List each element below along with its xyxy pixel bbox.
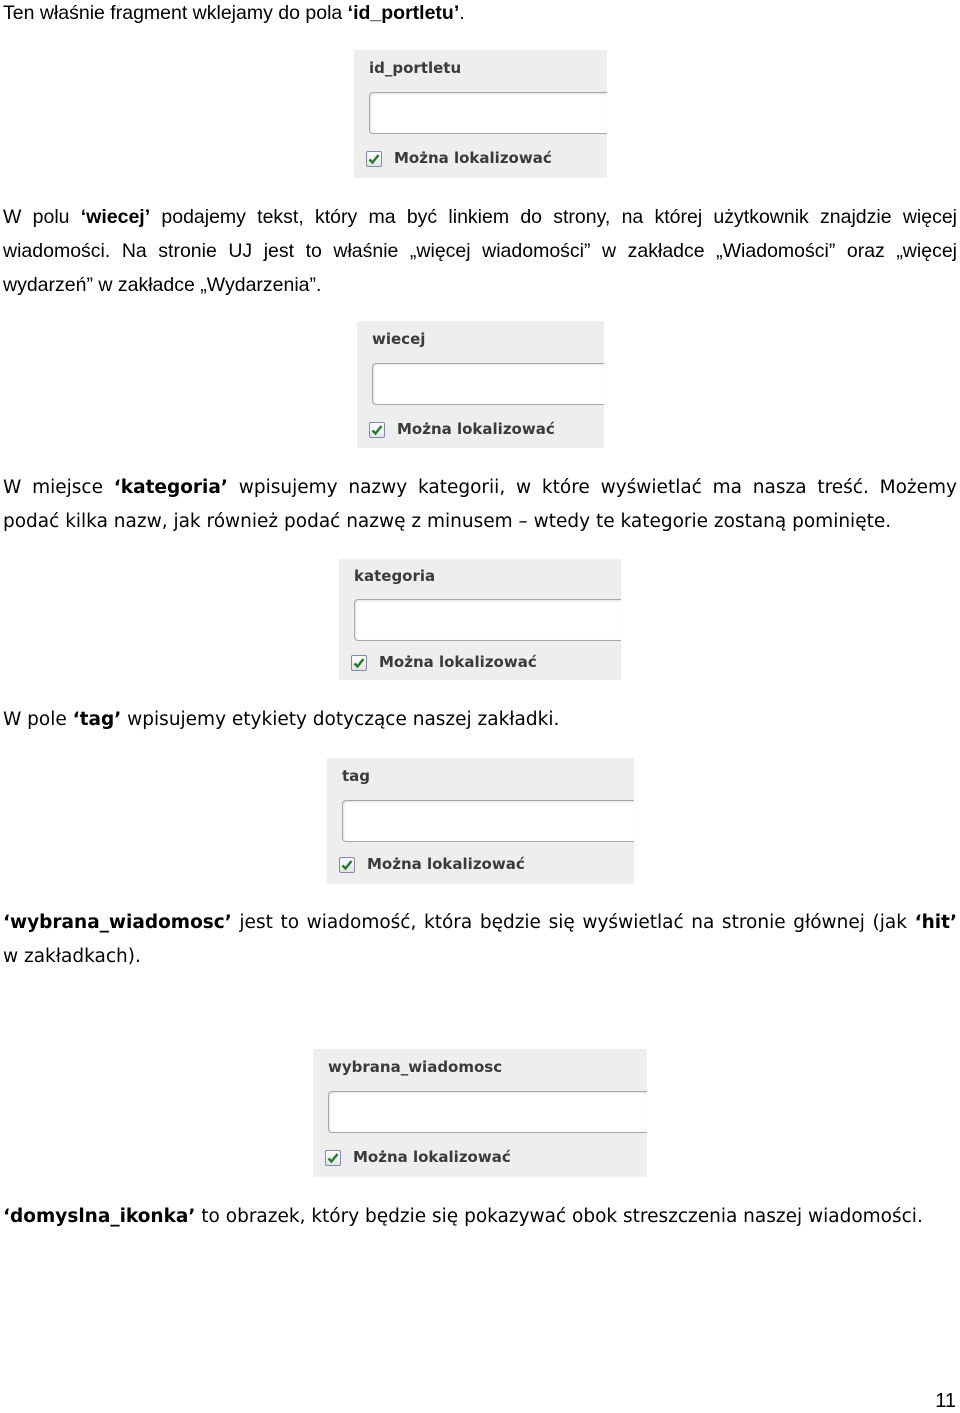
- checkbox-label: Można lokalizować: [397, 420, 555, 438]
- field-label-kategoria: kategoria: [354, 567, 436, 585]
- text: W miejsce: [3, 477, 114, 498]
- paragraph-wiecej: [3, 200, 957, 302]
- form-panel-kategoria: [339, 559, 621, 680]
- localizable-checkbox[interactable]: [351, 655, 367, 671]
- checkmark-icon: [353, 657, 365, 669]
- id-portletu-input[interactable]: [369, 92, 607, 134]
- checkmark-icon: [368, 153, 380, 165]
- checkmark-icon: [341, 859, 353, 871]
- checkmark-icon: [327, 1152, 339, 1164]
- kategoria-input[interactable]: [354, 599, 621, 641]
- term-hit: ‘hit’: [914, 912, 957, 933]
- text: W polu: [3, 206, 81, 228]
- term-tag: ‘tag’: [72, 709, 122, 730]
- checkbox-label: Można lokalizować: [379, 653, 537, 671]
- text: wpisujemy etykiety dotyczące naszej zakładki.: [121, 709, 560, 730]
- tag-input[interactable]: [342, 800, 634, 842]
- localizable-checkbox[interactable]: [325, 1150, 341, 1166]
- form-panel-tag: [327, 758, 634, 884]
- localizable-checkbox[interactable]: [339, 857, 355, 873]
- localizable-checkbox[interactable]: [366, 151, 382, 167]
- paragraph-id-portletu: [3, 0, 957, 30]
- checkbox-label: Można lokalizować: [353, 1148, 511, 1166]
- wiecej-input[interactable]: [372, 363, 604, 405]
- checkmark-icon: [371, 424, 383, 436]
- text: to obrazek, który będzie się pokazywać obok streszczenia naszej wiadomości.: [195, 1206, 923, 1227]
- paragraph-wybrana-wiadomosc: [3, 906, 957, 974]
- field-label-id-portletu: id_portletu: [369, 59, 462, 77]
- text: Ten właśnie fragment wklejamy do pola: [3, 2, 348, 24]
- form-panel-wybrana-wiadomosc: [313, 1049, 647, 1177]
- paragraph-tag: [3, 703, 957, 737]
- term-id-portletu: ‘id_portletu’: [347, 2, 460, 24]
- text: wpisujemy nazwy kategorii, w które wyświetlać ma nasza treść. Możemy podać kilka nazw, jak również podać nazwę z minusem – wtedy te kategorie zostaną pominięte.: [3, 477, 957, 532]
- field-label-wybrana-wiadomosc: wybrana_wiadomosc: [328, 1058, 503, 1076]
- term-domyslna-ikonka: ‘domyslna_ikonka’: [3, 1206, 196, 1227]
- checkbox-label: Można lokalizować: [394, 149, 552, 167]
- paragraph-domyslna-ikonka: [3, 1200, 957, 1234]
- field-label-tag: tag: [342, 767, 371, 785]
- term-wybrana-wiadomosc: ‘wybrana_wiadomosc’: [3, 912, 232, 933]
- term-kategoria: ‘kategoria’: [113, 477, 228, 498]
- wybrana-wiadomosc-input[interactable]: [328, 1091, 647, 1133]
- checkbox-label: Można lokalizować: [367, 855, 525, 873]
- field-label-wiecej: wiecej: [372, 330, 426, 348]
- text: .: [459, 2, 465, 24]
- form-panel-id-portletu: [354, 50, 607, 178]
- localizable-checkbox[interactable]: [369, 422, 385, 438]
- text: podajemy tekst, który ma być linkiem do strony, na której użytkownik znajdzie więcej wiadomości. Na stronie UJ jest to właśnie „więcej wiadomości” w zakładce „Wiadomości” oraz „więcej wydarzeń” w zakładce „Wydarzenia”.: [3, 206, 958, 296]
- text: w zakładkach).: [3, 946, 141, 967]
- text: W pole: [3, 709, 73, 730]
- form-panel-wiecej: [357, 321, 604, 448]
- term-wiecej: ‘wiecej’: [80, 206, 151, 228]
- paragraph-kategoria: [3, 471, 957, 539]
- page-number: 11: [935, 1390, 956, 1412]
- text: jest to wiadomość, która będzie się wyświetlać na stronie głównej (jak: [231, 912, 915, 933]
